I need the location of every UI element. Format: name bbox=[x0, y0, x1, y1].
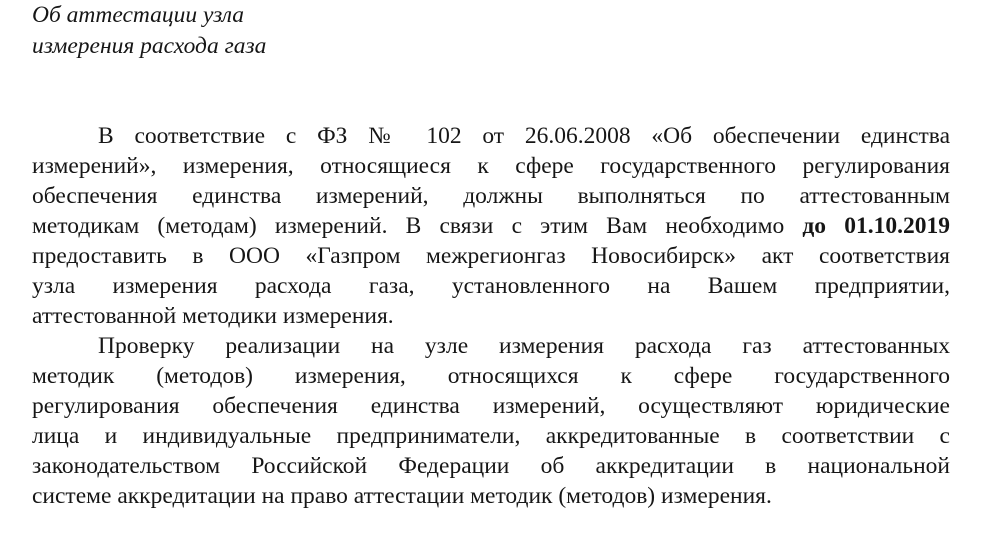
paragraph-2-line-2: методик (методов) измерения, относящихся к сфере государственного bbox=[32, 363, 950, 389]
paragraph-1-line-3: обеспечения единства измерений, должны выполняться по аттестованным bbox=[32, 183, 950, 209]
letter-body bbox=[32, 121, 950, 511]
letter-subject bbox=[32, 0, 266, 62]
paragraph-2-line-5: законодательством Российской Федерации об аккредитации в национальной bbox=[32, 453, 950, 479]
subject-line-2: измерения расхода газа bbox=[32, 33, 267, 59]
paragraph-2-line-6: системе аккредитации на право аттестации методик (методов) измерения. bbox=[32, 483, 772, 509]
paragraph-2 bbox=[32, 331, 950, 511]
paragraph-2-line-1: Проверку реализации на узле измерения расхода газ аттестованных bbox=[98, 333, 950, 359]
paragraph-1-line-4 bbox=[32, 211, 950, 241]
paragraph-1-line-1: В соответствие с ФЗ № 102 от 26.06.2008 «Об обеспечении единства bbox=[98, 123, 950, 149]
deadline-date: до 01.10.2019 bbox=[802, 213, 950, 239]
paragraph-1-line-2: измерений», измерения, относящиеся к сфере государственного регулирования bbox=[32, 153, 950, 179]
paragraph-1-line-4-text: методикам (методам) измерений. В связи с этим Вам необходимо bbox=[32, 213, 803, 239]
paragraph-1-line-6: узла измерения расхода газа, установленного на Вашем предприятии, bbox=[32, 273, 950, 299]
paragraph-2-line-3: регулирования обеспечения единства измерений, осуществляют юридические bbox=[32, 393, 950, 419]
paragraph-1-line-7: аттестованной методики измерения. bbox=[32, 303, 394, 329]
paragraph-1 bbox=[32, 121, 950, 331]
paragraph-2-line-4: лица и индивидуальные предприниматели, аккредитованные в соответствии с bbox=[32, 423, 950, 449]
subject-line-1: Об аттестации узла bbox=[32, 2, 245, 28]
paragraph-1-line-5: предоставить в ООО «Газпром межрегионгаз Новосибирск» акт соответствия bbox=[32, 243, 950, 269]
